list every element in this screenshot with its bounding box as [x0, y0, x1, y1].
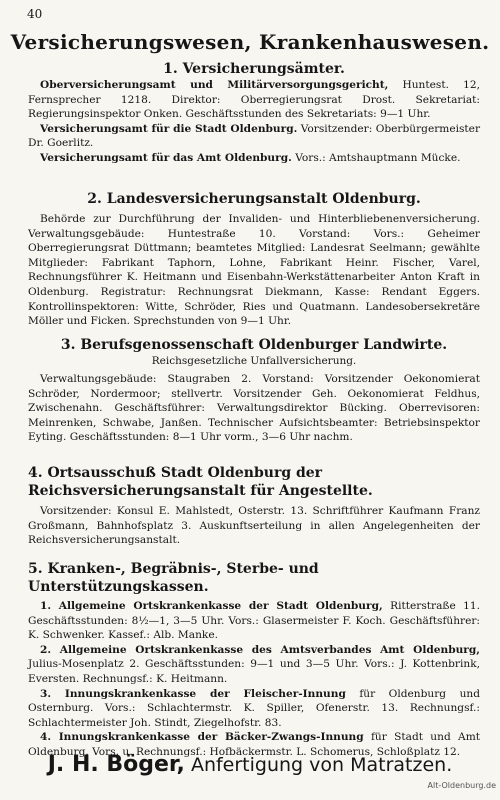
entry-text: Vors.: Amtshauptmann Mücke.	[291, 151, 461, 164]
paragraph	[28, 122, 480, 151]
entry-text: Vorsitzender: Oberbürgermeister Dr. Goerlitz.	[28, 122, 481, 150]
section-heading: 4. Ortsausschuß Stadt Oldenburg der Reichsversicherungsanstalt für Angestellte.	[28, 465, 373, 499]
entry-text: für Stadt und Amt Oldenburg. Vors. u. Rechnungsf.: Hofbäckermstr. L. Schomerus, Schloßplatz 12.	[28, 731, 480, 758]
entry-name: 4. Innungskrankenkasse der Bäcker-Zwangs-Innung	[40, 731, 364, 744]
section-landesversicherungsanstalt	[28, 190, 480, 329]
section-subtitle: Reichsgesetzliche Unfallversicherung.	[151, 355, 357, 367]
entry-name: Versicherungsamt für die Stadt Oldenburg.	[40, 122, 298, 135]
entry-name: 2. Allgemeine Ortskrankenkasse des Amtsverbandes Amt Oldenburg,	[40, 643, 480, 656]
paragraph: Behörde zur Durchführung der Invaliden- und Hinterbliebenenversicherung. Verwaltungsgebäude: Huntestraße 10. Vorstand: Vors.: Geheimer Oberregierungsrat Düttmann; beamtetes Mitglied: Landesrat Seelmann; gewählte Mitglieder: Fabrikant Taphorn, Lohne, Fabrikant Heinr. Fischer, Varel, Rechnungsführer K. Heitmann und Eisenbahn-Werkstättenarbeiter Anton Kraft in Oldenburg. Registratur: Rechnungsrat Diekmann, Kasse: Rendant Eggers. Kontrollinspektoren: Witte, Schröder, Ries und Quatmann. Landesobersekretäre Möller und Ficken. Sprechstunden von 9—1 Uhr.	[28, 213, 480, 328]
paragraph	[28, 78, 480, 122]
paragraph: Vorsitzender: Konsul E. Mahlstedt, Osterstr. 13. Schriftführer Kaufmann Franz Großmann, Bahnhofsplatz 3. Auskunftserteilung in allen Angelegenheiten der Reichsversicherungsanstalt.	[28, 505, 480, 547]
entry-text: Julius-Mosenplatz 2. Geschäftsstunden: 9—1 und 3—5 Uhr. Vors.: J. Kottenbrink, Eversten. Rechnungsf.: K. Heitmann.	[28, 658, 480, 685]
entry-name: Versicherungsamt für das Amt Oldenburg.	[40, 151, 292, 164]
list-item	[28, 599, 480, 643]
paragraph	[28, 151, 480, 166]
section-krankenkassen	[28, 560, 480, 760]
entry-text: Huntest. 12, Fernsprecher 1218. Direktor: Oberregierungsrat Drost. Sekretariat: Regierungsinspektor Onken. Geschäftsstunden des Sekretariats: 9—1 Uhr.	[28, 79, 480, 121]
section-heading: 3. Berufsgenossenschaft Oldenburger Landwirte.	[60, 337, 448, 353]
section-ortsausschuss	[28, 464, 480, 548]
page-title: Versicherungswesen, Krankenhauswesen.	[10, 30, 490, 54]
watermark: Alt-Oldenburg.de	[427, 781, 496, 790]
advertisement	[0, 752, 500, 777]
entry-name: 1. Allgemeine Ortskrankenkasse der Stadt Oldenburg,	[40, 600, 383, 612]
entry-text: für Oldenburg und Osternburg. Vors.: Schlachtermstr. K. Spiller, Ofenerstr. 13. Rechnungsf.: Schlachtermeister Joh. Stindt, Ziegelhofstr. 83.	[28, 687, 480, 729]
list-item	[28, 643, 480, 687]
advertisement-text: Anfertigung von Matratzen.	[184, 754, 453, 776]
section-versicherungsaemter	[28, 60, 480, 166]
section-heading: 2. Landesversicherungsanstalt Oldenburg.	[87, 191, 421, 207]
section-heading: 1. Versicherungsämter.	[163, 61, 345, 77]
advertisement-firm: J. H. Böger,	[47, 752, 185, 777]
section-heading: 5. Kranken-, Begräbnis-, Sterbe- und Unterstützungskassen.	[28, 561, 319, 595]
section-berufsgenossenschaft	[28, 336, 480, 445]
page-number: 40	[27, 7, 43, 21]
paragraph: Verwaltungsgebäude: Staugraben 2. Vorstand: Vorsitzender Oekonomierat Schröder, Nordermoor; stellvertr. Vorsitzender Geh. Oekonomierat Feldhus, Zwischenahn. Geschäftsführer: Verwaltungsdirektor Bücking. Oberrevisoren: Meinrenken, Schwabe, Janßen. Technischer Aufsichtsbeamter: Betriebsinspektor Eyting. Geschäftsstunden: 8—1 Uhr vorm., 3—6 Uhr nachm.	[28, 373, 480, 444]
entry-name: 3. Innungskrankenkasse der Fleischer-Innung	[40, 687, 346, 700]
list-item	[28, 687, 480, 731]
entry-text: Ritterstraße 11. Geschäftsstunden: 8½—1, 3—5 Uhr. Vors.: Glasermeister F. Koch. Geschäftsführer: K. Schwenker. Kassef.: Alb. Manke.	[28, 600, 481, 642]
entry-name: Oberversicherungsamt und Militärversorgungsgericht,	[40, 79, 389, 91]
